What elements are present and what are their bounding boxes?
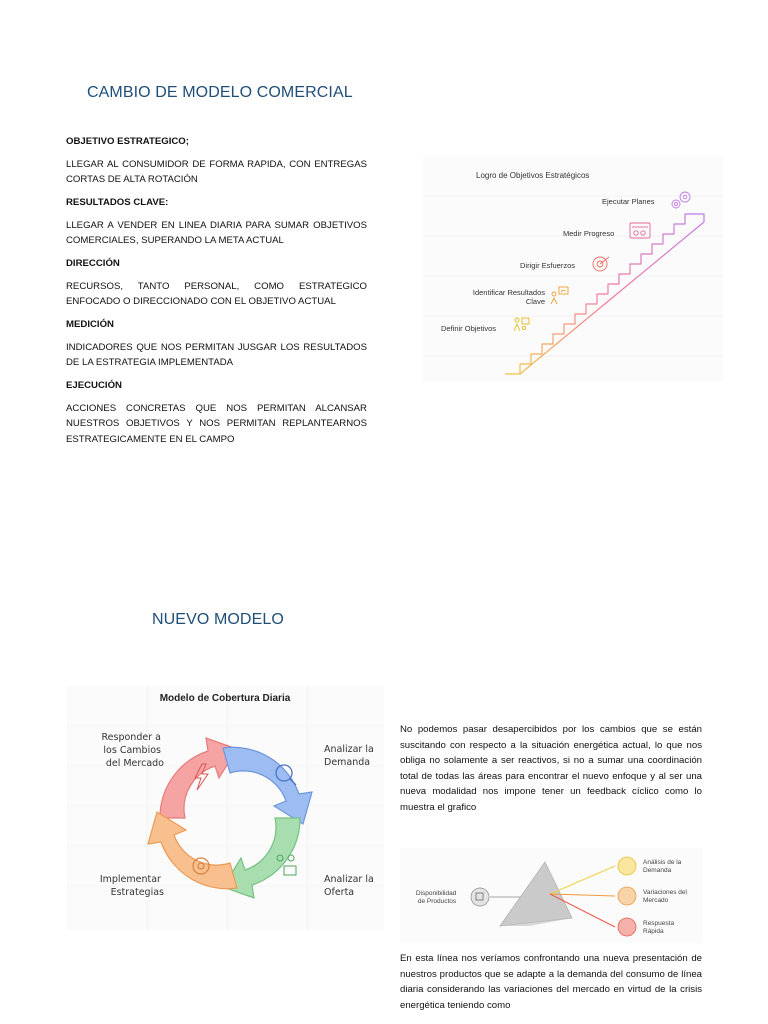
product-icon (471, 888, 489, 906)
cycle-label: del Mercado (105, 758, 164, 769)
step-label: Dirigir Esfuerzos (520, 261, 576, 270)
svg-text:Análisis de la Demanda (643, 859, 689, 935)
gear-icon (672, 192, 690, 208)
market-icon (618, 887, 636, 905)
step-label: Medir Progreso (563, 229, 615, 238)
target-icon (593, 257, 609, 271)
cycle-label: los Cambios (103, 745, 161, 756)
cycle-diagram (67, 686, 384, 930)
svg-text:Analizar la Demanda (324, 744, 377, 768)
input-label: Disponibilidad (415, 890, 457, 897)
section-heading: EJECUCIÓN (66, 380, 122, 391)
paragraph: En esta línea nos veríamos confrontando una nueva presentación de nuestros productos que se adapte a la demanda del consumo de línea diaria considerando las variaciones del mercado en virtud de la crisis energética teniendo como (400, 953, 702, 1011)
output-ray-yellow (550, 866, 615, 894)
cycle-arrow-blue (223, 747, 312, 824)
paragraph: No podemos pasar desapercibidos por los cambios que se están suscitando con respecto a la situación energética actual, lo que nos obliga no solamente a ser reactivos, si no a sumar una coordinación total de todas las áreas para encontrar el nuevo enfoque y al ser una nueva modalidad nos impone tener un feedback cíclico como lo muestra el grafico (400, 724, 702, 813)
section-resultados (66, 195, 367, 249)
section-ejecucion (66, 378, 367, 447)
section-text: LLEGAR AL CONSUMIDOR DE FORMA RAPIDA, CON ENTREGAS CORTAS DE ALTA ROTACIÓN (66, 158, 367, 185)
output-label: Rápida (643, 928, 664, 935)
page-title: CAMBIO DE MODELO COMERCIAL (87, 84, 353, 101)
section-text: ACCIONES CONCRETAS QUE NOS PERMITAN ALCANSAR NUESTROS OBJETIVOS Y NOS PERMITAN REPLANTEARNOS ESTRATEGICAMENTE EN EL CAMPO (66, 402, 367, 445)
chart-presenter-icon (551, 287, 568, 304)
output-label: Análisis de la (643, 859, 682, 866)
input-label: de Productos (417, 898, 457, 905)
section-objetivo (66, 134, 367, 188)
cycle-label: Estrategias (110, 887, 164, 898)
section-heading: RESULTADOS CLAVE: (66, 197, 169, 208)
cycle-label: Demanda (324, 757, 371, 768)
section-text: RECURSOS, TANTO PERSONAL, COMO ESTRATEGICO ENFOCADO O DIRECCIONADO CON EL OBJETIVO ACTUAL (66, 280, 367, 307)
step-label: Definir Objetivos (441, 324, 497, 333)
svg-text:Disponibilidad de Produc (416, 890, 458, 905)
svg-text:Responder a los Cambios (102, 732, 165, 769)
section-direccion (66, 256, 367, 310)
section-medicion (66, 317, 367, 371)
step-label: Clave (525, 297, 545, 306)
cycle-label: Implementar (99, 874, 161, 885)
cycle-label: Analizar la (324, 874, 374, 885)
output-label: Mercado (643, 897, 669, 904)
section-title: NUEVO MODELO (152, 611, 284, 628)
output-label: Respuesta (643, 920, 675, 927)
section-heading: MEDICIÓN (66, 319, 114, 330)
timer-icon (618, 918, 636, 936)
step-label: Identificar Resultados (472, 288, 545, 297)
stairs-diagram (423, 156, 723, 382)
output-label: Demanda (643, 867, 672, 874)
cycle-title: Modelo de Cobertura Diaria (159, 693, 291, 704)
section-heading: DIRECCIÓN (66, 258, 120, 269)
output-label: Variaciones del (643, 889, 687, 896)
cycle-label: Responder a (101, 732, 161, 743)
stairs-title: Logro de Objetivos Estratégicos (476, 171, 590, 180)
section-heading: OBJETIVO ESTRATEGICO; (66, 136, 189, 147)
section-text: INDICADORES QUE NOS PERMITAN JUSGAR LOS RESULTADOS DE LA ESTRATEGIA IMPLEMENTADA (66, 341, 367, 368)
cycle-label: Analizar la (324, 744, 374, 755)
team-icon (514, 318, 529, 331)
cycle-label: Oferta (324, 887, 355, 898)
step-label: Ejecutar Planes (602, 197, 655, 206)
prism-diagram (400, 848, 703, 943)
section-text: LLEGAR A VENDER EN LINEA DIARIA PARA SUMAR OBJETIVOS COMERCIALES, SUPERANDO LA META ACTUAL (66, 219, 367, 246)
analysis-icon (618, 857, 636, 875)
